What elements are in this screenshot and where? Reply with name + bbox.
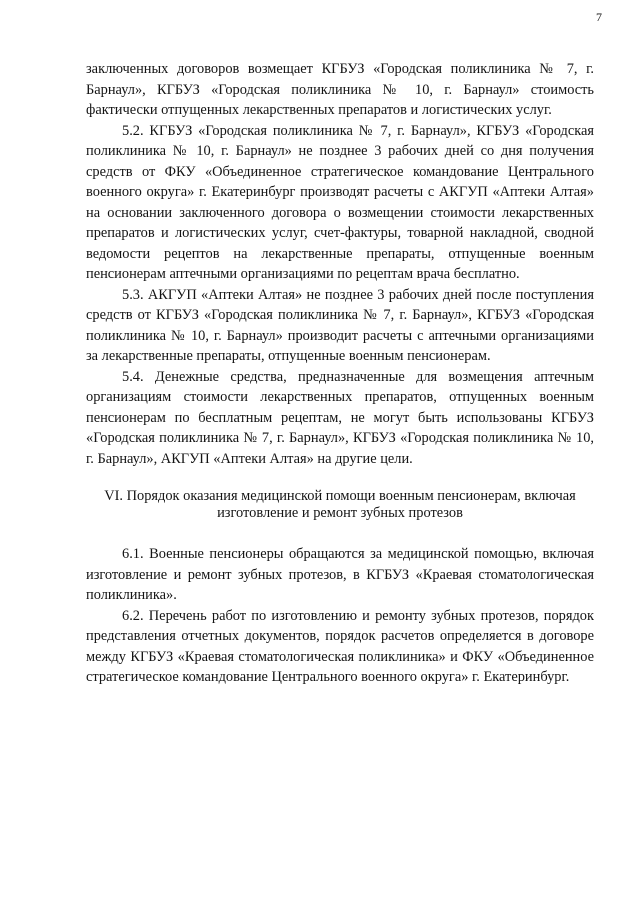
paragraph-5-2: 5.2. КГБУЗ «Городская поликлиника № 7, г. Барнаул», КГБУЗ «Городская поликлиника № 10, г. Барнаул» не позднее 3 рабочих дней со дня получения средств от ФКУ «Объединенное стратегическое командование Центрального военного округа» г. Екатеринбург производят расчеты с АКГУП «Аптеки Алтая» на основании заключенного договора о возмещении стоимости лекарственных препаратов и логистических услуг, счет-фактуры, товарной накладной, сводной ведомости рецептов на лекарственные препараты, отпущенные военным пенсионерам аптечными организациями по рецептам врача бесплатно.: [86, 122, 594, 282]
paragraph-6-1: 6.1. Военные пенсионеры обращаются за медицинской помощью, включая изготовление и ремонт зубных протезов, в КГБУЗ «Краевая стоматологическая поликлиника».: [86, 546, 594, 603]
section-heading-line-2: изготовление и ремонт зубных протезов: [217, 505, 463, 521]
section-heading-vi: [86, 488, 594, 522]
paragraph-5-3: 5.3. АКГУП «Аптеки Алтая» не позднее 3 рабочих дней после поступления средств от КГБУЗ «Городская поликлиника № 7, г. Барнаул», КГБУЗ «Городская поликлиника № 10, г. Барнаул» производит расчеты с аптечными организациями за лекарственные препараты, отпущенные военным пенсионерам.: [86, 286, 594, 364]
page-number: 7: [596, 10, 602, 24]
document-body: [86, 59, 594, 688]
section-heading-line-1: VI. Порядок оказания медицинской помощи военным пенсионерам, включая: [104, 488, 576, 504]
paragraph-5-4: 5.4. Денежные средства, предназначенные для возмещения аптечным организациям стоимости лекарственных препаратов, отпущенных военным пенсионерам по бесплатным рецептам, не могут быть использованы КГБУЗ «Городская поликлиника № 7, г. Барнаул», КГБУЗ «Городская поликлиника № 10, г. Барнаул», АКГУП «Аптеки Алтая» на другие цели.: [86, 368, 594, 467]
paragraph-6-2: 6.2. Перечень работ по изготовлению и ремонту зубных протезов, порядок представления отчетных документов, порядок расчетов определяется в договоре между КГБУЗ «Краевая стоматологическая поликлиника» и ФКУ «Объединенное стратегическое командование Центрального военного округа» г. Екатеринбург.: [86, 607, 594, 685]
paragraph-continued: заключенных договоров возмещает КГБУЗ «Городская поликлиника № 7, г. Барнаул», КГБУЗ «Городская поликлиника № 10, г. Барнаул» стоимость фактически отпущенных лекарственных препаратов и логистических услуг.: [86, 61, 594, 118]
